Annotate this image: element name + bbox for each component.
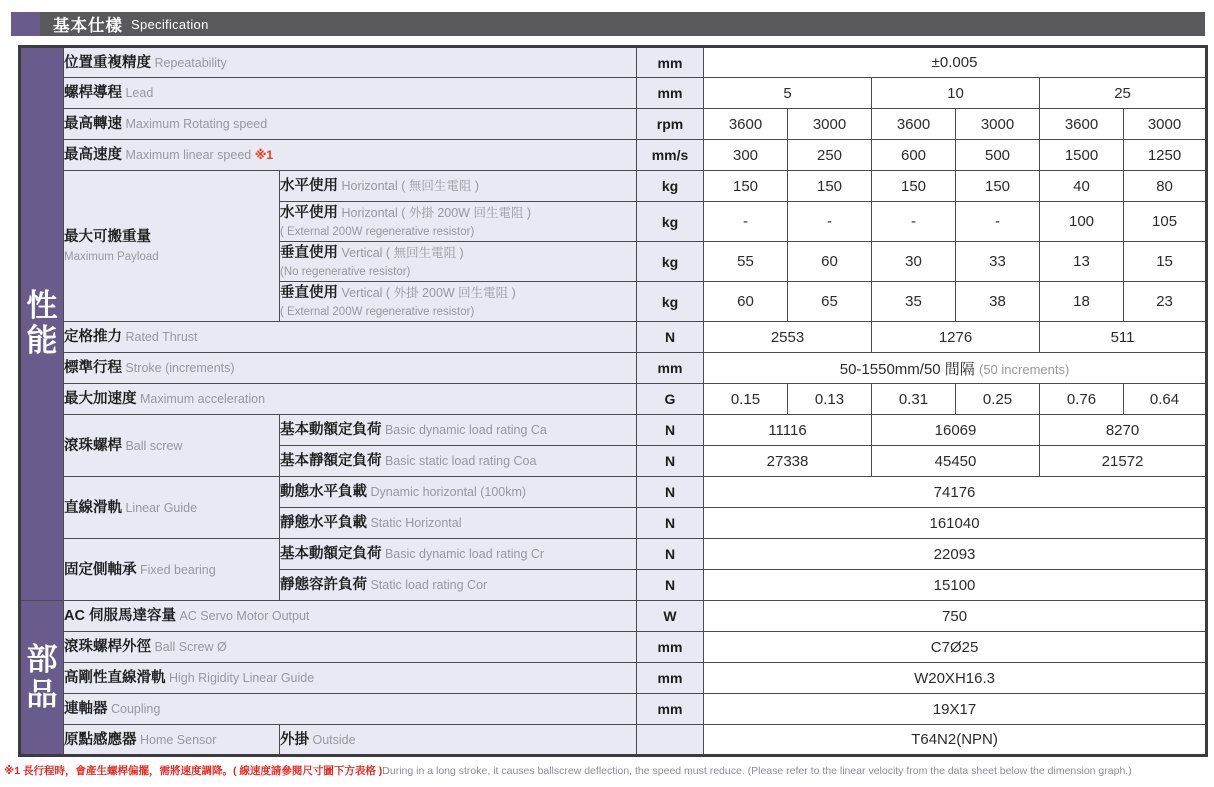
spec-row bbox=[20, 632, 1207, 663]
text-run: Lead bbox=[122, 86, 154, 101]
text-run: Home Sensor bbox=[136, 732, 217, 747]
text-run: Ball screw bbox=[122, 438, 183, 453]
value-cell: 3600 bbox=[872, 109, 956, 140]
value-cell: 0.64 bbox=[1124, 384, 1207, 415]
header-bar bbox=[40, 12, 1205, 36]
text-run: Horizontal ( 無回生電阻 ) bbox=[338, 179, 479, 194]
text-run: 基本動額定負荷 bbox=[280, 546, 382, 563]
value-cell: - bbox=[872, 202, 956, 242]
unit-cell: N bbox=[637, 508, 704, 539]
text-run: Static load rating Cor bbox=[367, 578, 488, 593]
value-cell: 15100 bbox=[704, 570, 1207, 601]
text-run: 垂直使用 bbox=[280, 244, 338, 261]
text-run: ( External 200W regenerative resistor) bbox=[280, 306, 475, 319]
value-cell: 30 bbox=[872, 242, 956, 282]
text-run: Maximum Rotating speed bbox=[122, 117, 268, 132]
unit-cell: kg bbox=[637, 171, 704, 202]
group-label bbox=[64, 539, 280, 601]
value-cell: 250 bbox=[788, 140, 872, 171]
specification-table bbox=[18, 45, 1208, 757]
value-cell: 40 bbox=[1040, 171, 1124, 202]
text-run: AC 伺服馬達容量 bbox=[64, 608, 176, 625]
spec-row bbox=[20, 477, 1207, 508]
text-run: 靜態容許負荷 bbox=[280, 577, 367, 594]
label-second-line bbox=[64, 248, 279, 265]
unit-cell: mm bbox=[637, 632, 704, 663]
value-cell: 105 bbox=[1124, 202, 1207, 242]
row-label bbox=[280, 477, 637, 508]
row-label bbox=[280, 725, 637, 756]
label-second-line bbox=[280, 223, 636, 240]
value-cell: 0.15 bbox=[704, 384, 788, 415]
value-cell: 11116 bbox=[704, 415, 872, 446]
text-run: Basic dynamic load rating Cr bbox=[381, 547, 545, 562]
value-cell: 511 bbox=[1040, 322, 1207, 353]
spec-row bbox=[20, 109, 1207, 140]
spec-row bbox=[20, 353, 1207, 384]
text-run: 定格推力 bbox=[64, 329, 122, 346]
value-cell: 45450 bbox=[872, 446, 1040, 477]
group-label bbox=[64, 725, 280, 756]
value-cell: ±0.005 bbox=[704, 47, 1207, 78]
unit-cell: N bbox=[637, 539, 704, 570]
value-cell: 25 bbox=[1040, 78, 1207, 109]
spec-row bbox=[20, 140, 1207, 171]
value-cell: - bbox=[956, 202, 1040, 242]
row-label bbox=[64, 353, 637, 384]
text-run: ※1 bbox=[254, 148, 274, 163]
text-run: Stroke (increments) bbox=[122, 361, 235, 376]
text-run: Vertical ( 外掛 200W 回生電阻 ) bbox=[338, 285, 516, 300]
value-cell: 0.13 bbox=[788, 384, 872, 415]
row-label bbox=[280, 570, 637, 601]
value-cell: 65 bbox=[788, 282, 872, 322]
unit-cell: mm bbox=[637, 694, 704, 725]
value-cell: 8270 bbox=[1040, 415, 1207, 446]
value-cell: - bbox=[704, 202, 788, 242]
text-run: Maximum acceleration bbox=[136, 392, 266, 407]
row-label bbox=[64, 632, 637, 663]
value-cell: 21572 bbox=[1040, 446, 1207, 477]
text-run: Basic dynamic load rating Ca bbox=[381, 423, 547, 438]
text-run: 高剛性直線滑軌 bbox=[64, 670, 166, 687]
value-cell: 3000 bbox=[788, 109, 872, 140]
value-cell: 600 bbox=[872, 140, 956, 171]
row-label bbox=[280, 415, 637, 446]
unit-cell: mm bbox=[637, 78, 704, 109]
value-cell: 3000 bbox=[956, 109, 1040, 140]
row-label bbox=[64, 140, 637, 171]
row-label bbox=[280, 508, 637, 539]
value-cell: 15 bbox=[1124, 242, 1207, 282]
value-cell: T64N2(NPN) bbox=[704, 725, 1207, 756]
value-cell bbox=[704, 353, 1207, 384]
unit-cell: mm/s bbox=[637, 140, 704, 171]
text-run: Maximum Payload bbox=[64, 250, 159, 263]
header-accent-square bbox=[11, 12, 40, 36]
value-cell: 750 bbox=[704, 601, 1207, 632]
spec-row bbox=[20, 384, 1207, 415]
value-cell: 1250 bbox=[1124, 140, 1207, 171]
value-cell: 23 bbox=[1124, 282, 1207, 322]
spec-row bbox=[20, 663, 1207, 694]
text-run: 位置重複精度 bbox=[64, 54, 151, 71]
unit-cell: N bbox=[637, 322, 704, 353]
value-cell: W20XH16.3 bbox=[704, 663, 1207, 694]
value-cell: 150 bbox=[956, 171, 1040, 202]
text-run: 最高速度 bbox=[64, 147, 122, 164]
text-run: AC Servo Motor Output bbox=[175, 609, 310, 624]
value-cell: - bbox=[788, 202, 872, 242]
spec-row bbox=[20, 539, 1207, 570]
value-cell: 1276 bbox=[872, 322, 1040, 353]
value-cell: 16069 bbox=[872, 415, 1040, 446]
spec-row bbox=[20, 47, 1207, 78]
spec-row bbox=[20, 725, 1207, 756]
sidebar-section-performance: 性 能 bbox=[20, 47, 64, 601]
row-label bbox=[64, 109, 637, 140]
unit-cell: N bbox=[637, 477, 704, 508]
value-cell: 35 bbox=[872, 282, 956, 322]
text-run: 最大加速度 bbox=[64, 391, 137, 408]
row-label bbox=[64, 663, 637, 694]
row-label bbox=[280, 242, 637, 282]
text-run: 50-1550mm/50 間隔 bbox=[839, 360, 979, 378]
text-run: Rated Thrust bbox=[122, 330, 198, 345]
text-run: Repeatability bbox=[151, 55, 227, 70]
spec-row bbox=[20, 171, 1207, 202]
label-second-line bbox=[280, 263, 636, 280]
text-run: ( External 200W regenerative resistor) bbox=[280, 226, 475, 239]
value-cell: 2553 bbox=[704, 322, 872, 353]
text-run: 水平使用 bbox=[280, 178, 338, 195]
text-run: 基本靜額定負荷 bbox=[280, 453, 382, 470]
value-cell: 74176 bbox=[704, 477, 1207, 508]
text-run: Outside bbox=[309, 732, 356, 747]
value-cell: 5 bbox=[704, 78, 872, 109]
text-run: 水平使用 bbox=[280, 204, 338, 221]
unit-cell: kg bbox=[637, 202, 704, 242]
group-label bbox=[64, 415, 280, 477]
footnote-en: During in a long stroke, it causes ballscrew deflection, the speed must reduce. (Please refer to the linear velocity from the data sheet below the dimension graph.) bbox=[382, 765, 1132, 777]
sidebar-section-parts: 部 品 bbox=[20, 601, 64, 756]
unit-cell: mm bbox=[637, 353, 704, 384]
text-run: (50 increments) bbox=[978, 361, 1070, 377]
value-cell: 150 bbox=[872, 171, 956, 202]
text-run: 固定側軸承 bbox=[64, 561, 137, 578]
value-cell: 19X17 bbox=[704, 694, 1207, 725]
row-label bbox=[64, 322, 637, 353]
text-run: 靜態水平負載 bbox=[280, 515, 367, 532]
value-cell: 300 bbox=[704, 140, 788, 171]
spec-row bbox=[20, 601, 1207, 632]
value-cell: 13 bbox=[1040, 242, 1124, 282]
text-run: Dynamic horizontal (100km) bbox=[367, 485, 527, 500]
value-cell: 0.31 bbox=[872, 384, 956, 415]
footnote-cjk: ※1 長行程時，會產生螺桿偏擺，需將速度調降。( 線速度請參閱尺寸圖下方表格 ) bbox=[4, 765, 383, 777]
text-run: Linear Guide bbox=[122, 500, 198, 515]
value-cell: 0.25 bbox=[956, 384, 1040, 415]
page-title-en: Specification bbox=[131, 16, 209, 32]
value-cell: 3600 bbox=[1040, 109, 1124, 140]
text-run: Basic static load rating Coa bbox=[381, 454, 537, 469]
value-cell: 60 bbox=[704, 282, 788, 322]
unit-cell: N bbox=[637, 415, 704, 446]
value-cell: 1500 bbox=[1040, 140, 1124, 171]
value-cell: 55 bbox=[704, 242, 788, 282]
unit-cell: kg bbox=[637, 282, 704, 322]
unit-cell: N bbox=[637, 570, 704, 601]
value-cell: 18 bbox=[1040, 282, 1124, 322]
spec-table-body bbox=[20, 47, 1207, 756]
row-label bbox=[280, 446, 637, 477]
text-run: 基本動額定負荷 bbox=[280, 422, 382, 439]
spec-row bbox=[20, 322, 1207, 353]
value-cell: 500 bbox=[956, 140, 1040, 171]
spec-row bbox=[20, 78, 1207, 109]
value-cell: 3000 bbox=[1124, 109, 1207, 140]
unit-cell bbox=[637, 725, 704, 756]
value-cell: 150 bbox=[788, 171, 872, 202]
footnote bbox=[4, 764, 1210, 779]
value-cell: 80 bbox=[1124, 171, 1207, 202]
text-run: 標準行程 bbox=[64, 360, 122, 377]
row-label bbox=[280, 539, 637, 570]
value-cell: 150 bbox=[704, 171, 788, 202]
value-cell: 60 bbox=[788, 242, 872, 282]
text-run: 直線滑軌 bbox=[64, 499, 122, 516]
text-run: 原點感應器 bbox=[64, 731, 137, 748]
group-label bbox=[64, 171, 280, 322]
section-header bbox=[11, 12, 1205, 36]
unit-cell: G bbox=[637, 384, 704, 415]
text-run: Horizontal ( 外掛 200W 回生電阻 ) bbox=[338, 205, 532, 220]
text-run: 螺桿導程 bbox=[64, 85, 122, 102]
text-run: (No regenerative resistor) bbox=[280, 266, 411, 279]
row-label bbox=[280, 202, 637, 242]
text-run: 滾珠螺桿 bbox=[64, 437, 122, 454]
value-cell: 22093 bbox=[704, 539, 1207, 570]
spec-row bbox=[20, 415, 1207, 446]
text-run: Vertical ( 無回生電阻 ) bbox=[338, 245, 464, 260]
text-run: 外掛 bbox=[280, 731, 309, 748]
text-run: 動態水平負載 bbox=[280, 484, 367, 501]
row-label bbox=[64, 47, 637, 78]
text-run: 滾珠螺桿外徑 bbox=[64, 639, 151, 656]
value-cell: 10 bbox=[872, 78, 1040, 109]
value-cell: 3600 bbox=[704, 109, 788, 140]
text-run: Ball Screw Ø bbox=[151, 640, 227, 655]
row-label bbox=[64, 384, 637, 415]
row-label bbox=[64, 601, 637, 632]
unit-cell: mm bbox=[637, 663, 704, 694]
unit-cell: N bbox=[637, 446, 704, 477]
value-cell: C7Ø25 bbox=[704, 632, 1207, 663]
unit-cell: rpm bbox=[637, 109, 704, 140]
group-label bbox=[64, 477, 280, 539]
text-run: Fixed bearing bbox=[136, 562, 216, 577]
text-run: 垂直使用 bbox=[280, 284, 338, 301]
row-label bbox=[280, 282, 637, 322]
page-title-cjk: 基本仕樣 bbox=[53, 17, 123, 35]
spec-row bbox=[20, 694, 1207, 725]
text-run: Maximum linear speed bbox=[122, 148, 255, 163]
value-cell: 161040 bbox=[704, 508, 1207, 539]
row-label bbox=[64, 78, 637, 109]
text-run: Static Horizontal bbox=[367, 516, 462, 531]
value-cell: 0.76 bbox=[1040, 384, 1124, 415]
text-run: Coupling bbox=[107, 702, 161, 717]
unit-cell: mm bbox=[637, 47, 704, 78]
row-label bbox=[280, 171, 637, 202]
value-cell: 100 bbox=[1040, 202, 1124, 242]
text-run: High Rigidity Linear Guide bbox=[165, 671, 315, 686]
value-cell: 38 bbox=[956, 282, 1040, 322]
row-label bbox=[64, 694, 637, 725]
value-cell: 33 bbox=[956, 242, 1040, 282]
value-cell: 27338 bbox=[704, 446, 872, 477]
unit-cell: kg bbox=[637, 242, 704, 282]
text-run: 連軸器 bbox=[64, 701, 108, 718]
unit-cell: W bbox=[637, 601, 704, 632]
label-second-line bbox=[280, 303, 636, 320]
text-run: 最高轉速 bbox=[64, 116, 122, 133]
text-run: 最大可搬重量 bbox=[64, 229, 151, 246]
